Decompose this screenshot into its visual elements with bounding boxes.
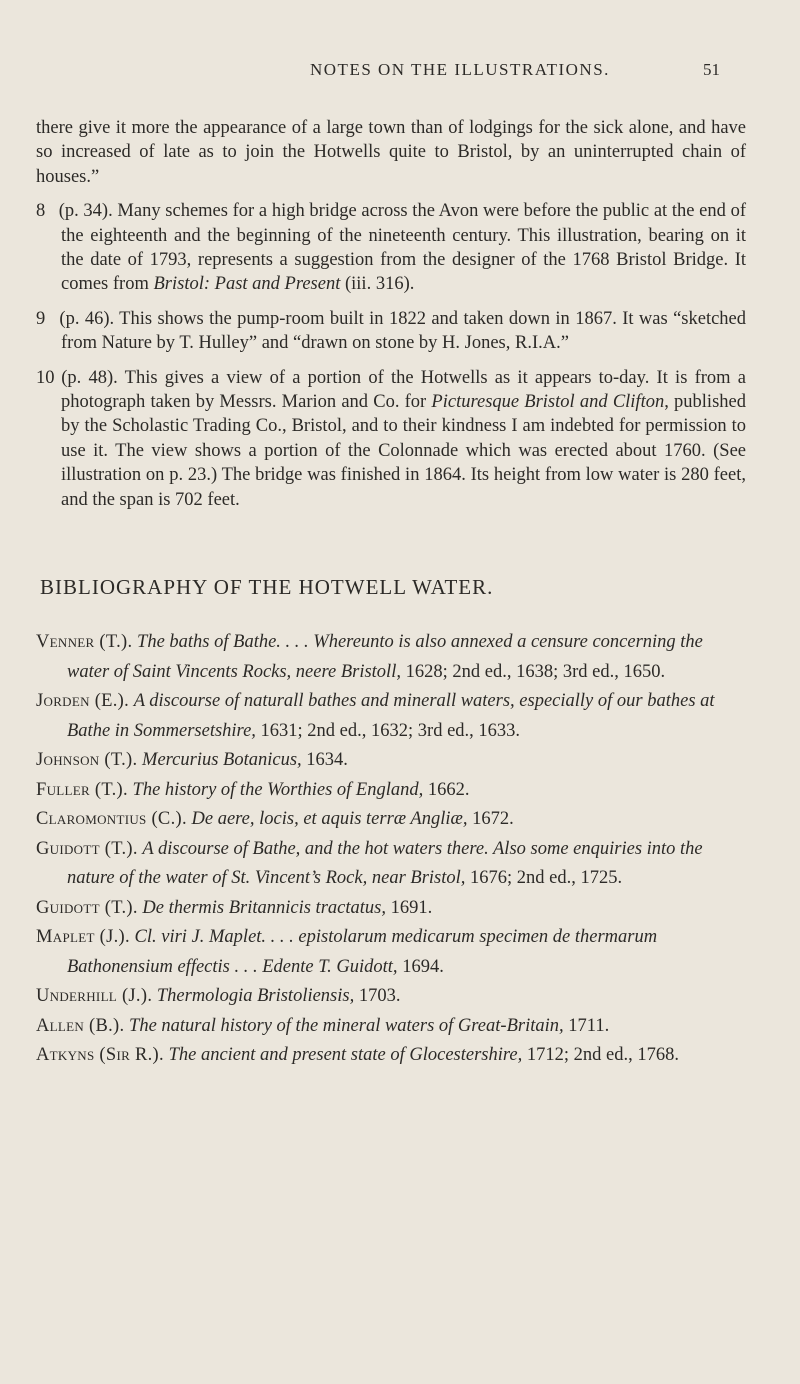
note-text-end: (iii. 316). <box>340 274 415 295</box>
note-text: (p. 48). This gives a view of a portion of the Hotwells as it appears to-day. It is from a photograph taken by Messrs. Marion and Co. for <box>61 367 747 413</box>
bib-author: Guidott (T.). <box>36 838 138 859</box>
bibliography-list <box>36 628 748 1071</box>
bib-author: Jorden (E.). <box>36 691 130 711</box>
bib-author: Fuller (T.). <box>36 779 128 800</box>
note-number: 10 <box>36 367 55 388</box>
bib-author: Venner (T.). <box>36 632 133 652</box>
bib-dates: 1694. <box>402 956 444 977</box>
bib-title: The ancient and present state of Glocestershire, <box>168 1045 523 1065</box>
bib-entry <box>36 805 748 835</box>
bib-dates: 1711. <box>568 1015 610 1036</box>
bib-dates: 1691. <box>390 897 433 918</box>
continuation-paragraph: there give it more the appearance of a large town than of lodgings for the sick alone, and have so increased of late as to join the Hotwells quite to Bristol, by an uninterrupted chain of houses.” <box>36 118 746 187</box>
bib-author: Claromontius (C.). <box>36 809 187 829</box>
running-title: NOTES ON THE ILLUSTRATIONS. <box>310 60 610 79</box>
bib-author: Maplet (J.). <box>36 927 130 947</box>
bib-entry <box>36 1041 748 1071</box>
note-number: 9 <box>36 308 46 329</box>
bib-entry <box>36 835 748 894</box>
note-10 <box>36 366 746 512</box>
bib-entry <box>36 776 748 806</box>
bib-author: Guidott (T.). <box>36 897 138 918</box>
bib-dates: 1712; 2nd ed., 1768. <box>526 1045 679 1065</box>
bib-author: Atkyns (Sir R.). <box>36 1045 164 1065</box>
bib-dates: 1662. <box>427 779 470 800</box>
bib-title: De thermis Britannicis tractatus, <box>142 897 386 918</box>
note-number: 8 <box>36 201 46 222</box>
note-text: (p. 46). This shows the pump-room built in 1822 and taken down in 1867. It was “sketched from Nature by T. Hulley” and “drawn on stone by H. Jones, R.I.A.” <box>59 308 747 354</box>
bib-entry <box>36 687 748 746</box>
note-italic: Bristol: Past and Present <box>153 274 341 295</box>
note-9 <box>36 307 746 356</box>
note-text: (p. 34). Many schemes for a high bridge across the Avon were before the public at the end of the eighteenth and the beginning of the nineteenth century. This illustration, bearing on it the date of 1793, represents a suggestion from the designer of the 1768 Bristol Bridge. It comes from <box>58 201 746 295</box>
bib-title: The baths of Bathe. . . . Whereunto is also annexed a censure concerning the water of Saint Vincents Rocks, neere Bristoll, <box>67 632 703 682</box>
bib-entry <box>36 982 748 1012</box>
bib-dates: 1672. <box>472 809 514 829</box>
bib-entry <box>36 628 748 687</box>
bib-entry <box>36 746 748 776</box>
bib-title: The natural history of the mineral waters of Great-Britain, <box>129 1015 564 1036</box>
bib-title: De aere, locis, et aquis terræ Angliæ, <box>191 809 468 829</box>
page-number: 51 <box>703 60 720 79</box>
bib-dates: 1703. <box>358 986 401 1006</box>
bib-dates: 1628; 2nd ed., 1638; 3rd ed., 1650. <box>405 661 666 682</box>
bib-entry <box>36 1012 748 1042</box>
bib-title: A discourse of Bathe, and the hot waters there. Also some enquiries into the nature of the water of St. Vincent’s Rock, near Bristol, <box>67 838 703 888</box>
bib-dates: 1631; 2nd ed., 1632; 3rd ed., 1633. <box>260 720 521 741</box>
note-text-end: , published by the Scholastic Trading Co., Bristol, and to their kindness I am indebted for permission to use it. The view shows a portion of the Colonnade which was erected about 1760. (See illustration on p. 23.) The bridge was finished in 1864. Its height from low water is 280 feet, and the span is 702 feet. <box>61 392 746 510</box>
bib-title: The history of the Worthies of England, <box>132 779 424 800</box>
note-8 <box>36 199 746 297</box>
note-italic: Picturesque Bristol and Clifton <box>431 392 665 413</box>
bib-dates: 1676; 2nd ed., 1725. <box>470 868 623 888</box>
bib-title: A discourse of naturall bathes and minerall waters, especially of our bathes at Bathe in Sommersetshire, <box>67 691 715 741</box>
bib-author: Johnson (T.). <box>36 750 138 770</box>
bib-dates: 1634. <box>306 750 348 770</box>
bib-entry <box>36 923 748 982</box>
bib-title: Thermologia Bristoliensis, <box>156 986 355 1006</box>
bib-title: Cl. viri J. Maplet. . . . epistolarum medicarum specimen de thermarum Bathonensium effectis . . . Edente T. Guidott, <box>67 927 658 977</box>
bibliography-heading: BIBLIOGRAPHY OF THE HOTWELL WATER. <box>40 575 494 599</box>
bib-author: Allen (B.). <box>36 1015 125 1036</box>
bib-entry <box>36 894 748 924</box>
bib-author: Underhill (J.). <box>36 986 153 1006</box>
notes-section <box>36 116 746 512</box>
bib-title: Mercurius Botanicus, <box>142 750 302 770</box>
